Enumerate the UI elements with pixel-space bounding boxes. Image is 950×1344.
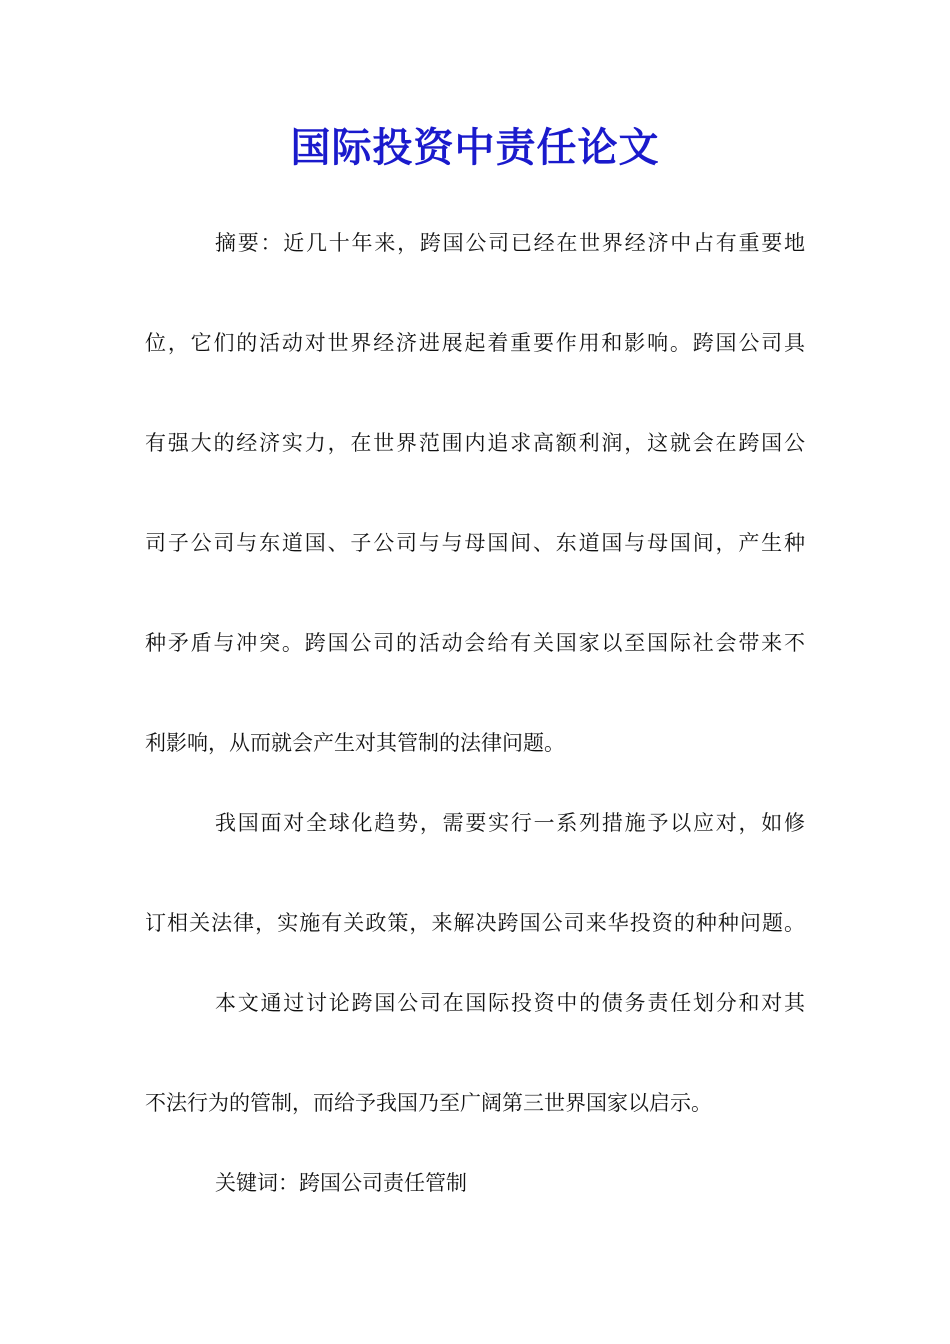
document-title: 国际投资中责任论文 [290,124,660,171]
keywords-line: 关键词：跨国公司责任管制 [215,1171,467,1195]
abstract-line-2: 位，它们的活动对世界经济进展起着重要作用和影响。跨国公司具 [145,331,805,355]
abstract-line-1: 摘要：近几十年来，跨国公司已经在世界经济中占有重要地 [215,231,805,255]
paragraph-3-line-2: 不法行为的管制，而给予我国乃至广阔第三世界国家以启示。 [145,1091,712,1115]
abstract-line-6: 利影响，从而就会产生对其管制的法律问题。 [145,731,565,755]
paragraph-3-line-1: 本文通过讨论跨国公司在国际投资中的债务责任划分和对其 [215,991,805,1015]
paragraph-2-line-1: 我国面对全球化趋势，需要实行一系列措施予以应对，如修 [215,811,805,835]
paragraph-2-line-2: 订相关法律，实施有关政策，来解决跨国公司来华投资的种种问题。 [145,911,805,935]
abstract-line-5: 种矛盾与冲突。跨国公司的活动会给有关国家以至国际社会带来不 [145,631,805,655]
abstract-line-3: 有强大的经济实力，在世界范围内追求高额利润，这就会在跨国公 [145,431,805,455]
abstract-line-4: 司子公司与东道国、子公司与与母国间、东道国与母国间，产生种 [145,531,805,555]
